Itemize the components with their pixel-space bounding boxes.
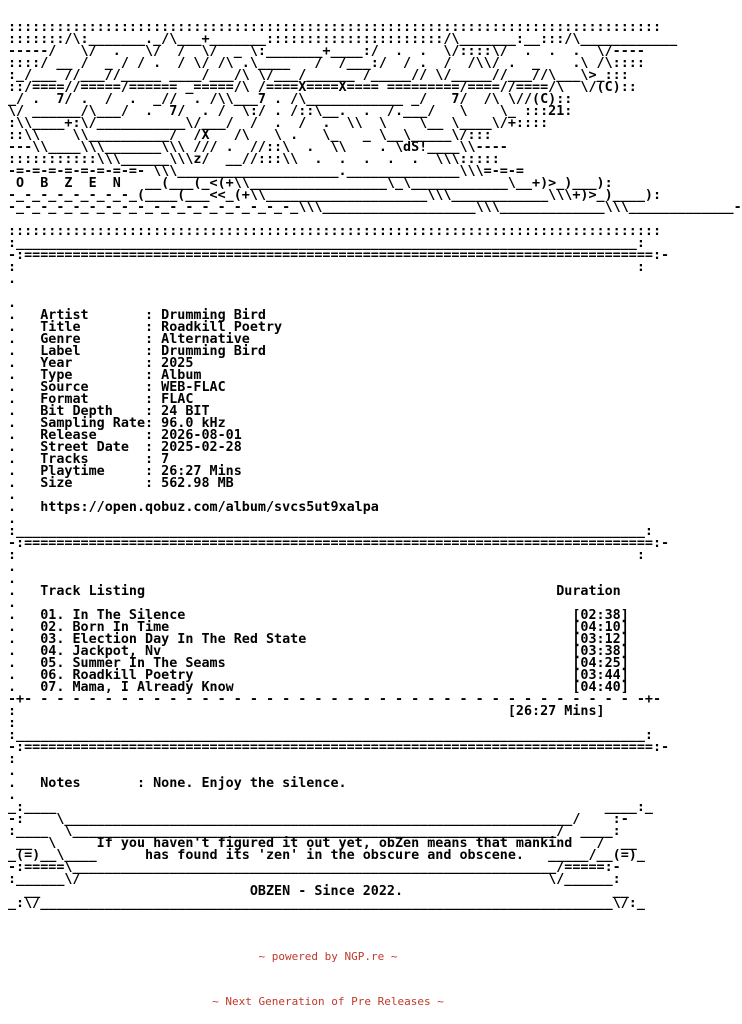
nfo-line: . — [8, 596, 17, 611]
nfo-line: . 04. Jackpot, Nv [03:38] — [8, 644, 629, 659]
nfo-line: . Release : 2026-08-01 — [8, 428, 242, 443]
nfo-line: -:=====\____________________________________________________________/=====:- — [8, 860, 621, 875]
nfo-line: :______________________________________________________________________________: — [8, 728, 653, 743]
nfo-line: . Bit Depth : 24 BIT — [8, 404, 210, 419]
nfo-line: _:____ ____:_ — [8, 800, 653, 815]
nfo-line: . Source : WEB-FLAC — [8, 380, 226, 395]
footer-tagline: ~ Next Generation of Pre Releases ~ — [212, 995, 444, 1008]
nfo-line: . Label : Drumming Bird — [8, 344, 266, 359]
nfo-line: :\\____+:\/___________\/___/ / . / . \\ \ \__ \____\/+:::: — [8, 116, 549, 131]
nfo-line: . — [8, 764, 17, 779]
nfo-line: . Type : Album — [8, 368, 202, 383]
nfo-line: . Track Listing Duration — [8, 584, 621, 599]
nfo-line: : : — [8, 260, 645, 275]
nfo-line: . 01. In The Silence [02:38] — [8, 608, 629, 623]
nfo-line: . Street Date : 2025-02-28 — [8, 440, 242, 455]
nfo-line: -_-_-_-_-_-_-_-_-_-_-_-_-_-_-_-_-_-_\\\___________________\\\_____________\\\_____________- — [8, 200, 742, 215]
nfo-line: __ OBZEN - Since 2022. __ — [8, 884, 629, 899]
nfo-line: _/ . 7/ . / . _// . /\\___7 . /\____________ _/ 7/ /\ \//(C):: — [8, 92, 573, 107]
nfo-line: . Title : Roadkill Poetry — [8, 320, 283, 335]
nfo-line: . — [8, 788, 17, 803]
nfo-line: ::/====//=====/====== _=====/\ /====X====X==== =========/====//====/\ \/(C):: — [8, 80, 637, 95]
nfo-line: : — [8, 716, 17, 731]
nfo-line: :_____________________________________________________________________________: — [8, 236, 645, 251]
nfo-line: _:\/_______________________________________________________________________\/:_ — [8, 896, 645, 911]
nfo-line: -=-=-=-=-=-=-=-=- \\\____________________.______________\\\=-=-= — [8, 164, 524, 179]
nfo-line: : — [8, 752, 17, 767]
nfo-line: . 06. Roadkill Poetry [03:44] — [8, 668, 629, 683]
nfo-line: : : — [8, 548, 645, 563]
nfo-line: . Playtime : 26:27 Mins — [8, 464, 242, 479]
nfo-line: . — [8, 560, 17, 575]
nfo-line: -----/ \/ . \/ / \/ _ \:_______+____:/ . . \/::::\/ . . . \/---- — [8, 44, 645, 59]
nfo-line: . Genre : Alternative — [8, 332, 250, 347]
footer-powered-by: ~ powered by NGP.re ~ — [258, 950, 398, 963]
nfo-line: . — [8, 512, 17, 527]
nfo-line: . Year : 2025 — [8, 356, 194, 371]
nfo-line: O B Z E N __(___(_<(+\\_________________\_\____________\__+)>_)___): — [8, 176, 613, 191]
nfo-line: . — [8, 488, 17, 503]
nfo-line: . Size : 562.98 MB — [8, 476, 234, 491]
nfo-line: :_/___ //___//_____ ____/___/\ \/___/______ /_____// \/_____//___//\___\>_::: — [8, 68, 629, 83]
nfo-line: -:==============================================================================:- — [8, 248, 670, 263]
nfo-text — [8, 22, 742, 910]
nfo-line: . 07. Mama, I Already Know [04:40] — [8, 680, 629, 695]
nfo-line — [8, 286, 742, 298]
nfo-line: -:==============================================================================:- — [8, 740, 670, 755]
nfo-line: _(=)__\____ has found its 'zen' in the obscure and obscene. _____/__(=)_ — [8, 848, 645, 863]
nfo-line: :::::::/\:_______._/\___+_______::::::::::::::::::::::/\_______:__:::/\____________ — [8, 32, 678, 47]
nfo-line: . — [8, 296, 17, 311]
nfo-line: . Format : FLAC — [8, 392, 194, 407]
nfo-line: . 05. Summer In The Seams [04:25] — [8, 656, 629, 671]
nfo-line: : [26:27 Mins] — [8, 704, 605, 719]
nfo-line: ::::::::::::::::::::::::::::::::::::::::::::::::::::::::::::::::::::::::::::::::: — [8, 224, 662, 239]
nfo-line: . Sampling Rate: 96.0 kHz — [8, 416, 226, 431]
nfo-line: :______\/ \/______: — [8, 872, 621, 887]
nfo-line: ::::/ __ / _ / / . / \/ /\ .\____ / /___:/ / . / /\\/ . _ .\ /\:::: — [8, 56, 645, 71]
nfo-line: ---\\____\\\_______\\\ /// . //::\ . \\ . \dS!____\\---- — [8, 140, 508, 155]
nfo-line: __ \ If you haven't figured it out yet, obZen means that mankind / __ — [8, 836, 637, 851]
nfo-line: -: \_______________________________________________________________/ :- — [8, 812, 629, 827]
nfo-line: :______________________________________________________________________________: — [8, 524, 653, 539]
nfo-line: -:==============================================================================:- — [8, 536, 670, 551]
nfo-line: . https://open.qobuz.com/album/svcs5ut9xalpa — [8, 500, 379, 515]
nfo-line: . — [8, 572, 17, 587]
nfo-line: :____ \____________________________________________________________/ ____: — [8, 824, 621, 839]
nfo-line: . 02. Born In Time [04:10] — [8, 620, 629, 635]
footer — [0, 919, 656, 1024]
nfo-line: . Artist : Drumming Bird — [8, 308, 266, 323]
nfo-line: ::::::::::::::::::::::::::::::::::::::::::::::::::::::::::::::::::::::::::::::::: — [8, 20, 662, 35]
nfo-line: ::\\ \\__________/ /X /\ \ . \_ _ \__\_____\/::: — [8, 128, 492, 143]
nfo-line: . — [8, 272, 17, 287]
nfo-line: . 03. Election Day In The Red State [03:12] — [8, 632, 629, 647]
nfo-line: . Tracks : 7 — [8, 452, 170, 467]
nfo-line: :::::::::::\\\______\\\z/ __//:::\\ . . . . . \\\::::: — [8, 152, 500, 167]
nfo-line: -+- - - - - - - - - - - - - - - - - - - - - - - - - - - - - - - - - - - - - - -+- — [8, 692, 662, 707]
nfo-line: -_-_-_-_-_-_-_-_(____(___<<_(+\\____________________\\\____________\\\+)>_)____): — [8, 188, 662, 203]
nfo-line: . Notes : None. Enjoy the silence. — [8, 776, 347, 791]
nfo-line: \/ ______/\___/ . 7/ . / \:/ . /::\__. . /.___/ \ \_ :::21: — [8, 104, 573, 119]
